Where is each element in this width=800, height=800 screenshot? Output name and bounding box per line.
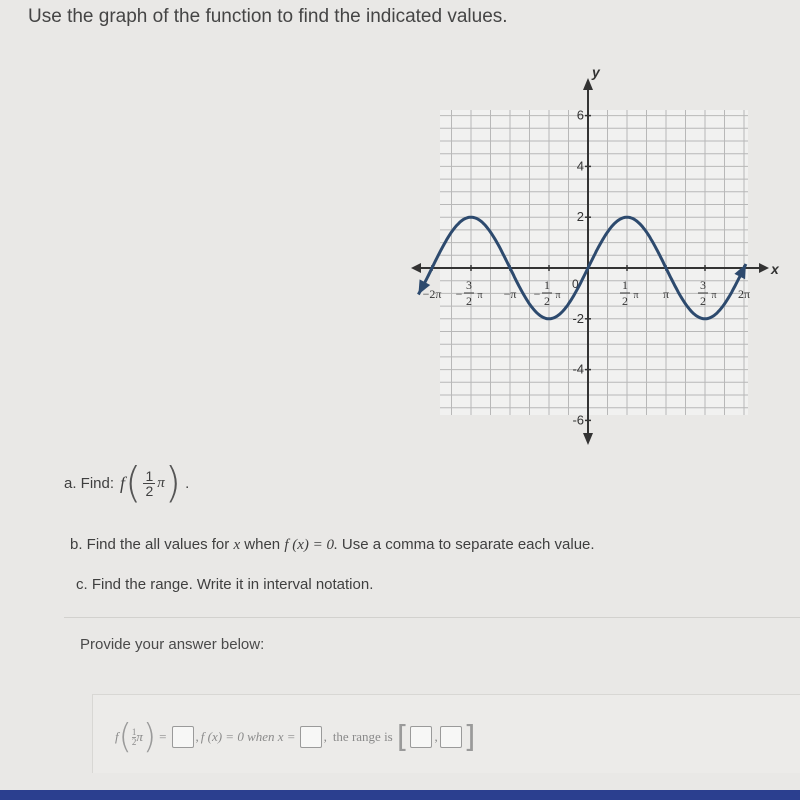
x-tick-text: − [533, 287, 541, 301]
x-tick-text: 2 [544, 294, 550, 308]
question-b-var: x [233, 537, 241, 553]
answer-equals: = [159, 729, 167, 744]
bottom-bar [0, 790, 800, 800]
answer-right-bracket: ] [463, 719, 476, 755]
x-tick-text: 3 [700, 278, 706, 292]
graph-svg [405, 60, 785, 450]
y-tick-label: 6 [576, 107, 584, 123]
question-a-suffix: . [185, 474, 190, 492]
instruction-text: Use the graph of the function to find the indicated values. [28, 6, 508, 27]
y-tick-label: -6 [572, 412, 584, 428]
x-axis-left-arrow [411, 263, 421, 273]
x-tick-text: − [455, 287, 463, 301]
answer-numerator: 1 [131, 726, 137, 737]
answer-pi: π [136, 729, 143, 744]
answer-separator-1: , [195, 729, 199, 744]
answer-row [115, 717, 475, 757]
x-tick-text: 2 [700, 294, 706, 308]
x-tick-text: π [477, 290, 483, 301]
x-tick-text: 1 [622, 278, 628, 292]
question-b-text-1: b. Find the all values for [70, 536, 230, 553]
x-tick-text: π [555, 290, 561, 301]
provide-answer-label: Provide your answer below: [80, 636, 265, 653]
x-tick-text: 2π [737, 287, 751, 301]
y-tick-label: -4 [572, 361, 584, 377]
answer-denominator: 2 [131, 736, 137, 747]
answer-left-paren: ( [118, 717, 132, 757]
x-tick-text: −π [503, 287, 517, 301]
question-a-prefix: a. Find: [64, 474, 115, 492]
x-axis-label: x [771, 261, 779, 277]
function-graph [405, 60, 785, 455]
x-tick-label [504, 287, 517, 301]
x-tick-text: 1 [544, 278, 550, 292]
question-c: c. Find the range. Write it in interval notation. [76, 576, 374, 593]
question-b-text-2: when [244, 536, 281, 553]
right-paren: ) [164, 458, 182, 507]
answer-a-input[interactable] [172, 726, 194, 748]
y-tick-label: 2 [576, 209, 584, 225]
answer-left-bracket: [ [396, 719, 409, 755]
question-a-pi: π [157, 474, 165, 491]
left-paren: ( [125, 458, 142, 507]
y-axis-label: y [592, 64, 600, 80]
y-tick-label: 4 [576, 158, 584, 174]
x-tick-text: π [662, 287, 670, 301]
answer-separator-2: , [323, 729, 327, 744]
answer-range-lower-input[interactable] [410, 726, 432, 748]
x-axis-right-arrow [759, 263, 769, 273]
x-tick-label [738, 287, 750, 301]
section-divider [64, 617, 800, 618]
question-a-denominator: 2 [145, 482, 154, 499]
question-a-fraction [143, 469, 155, 498]
answer-area [92, 694, 800, 773]
question-b-expr: f (x) = 0. [284, 537, 338, 553]
question-b [70, 536, 595, 554]
question-a-func: f [120, 472, 126, 493]
answer-b-input[interactable] [300, 726, 322, 748]
x-tick-label [663, 287, 669, 301]
x-tick-label [423, 287, 442, 301]
question-a-numerator: 1 [145, 467, 154, 484]
origin-label: 0 [572, 277, 579, 291]
x-tick-text: 3 [466, 278, 472, 292]
x-tick-text: π [711, 290, 717, 301]
answer-f-label: f [115, 729, 119, 744]
x-tick-text: π [633, 290, 639, 301]
answer-b-text: f (x) = 0 when x = [200, 729, 296, 744]
question-a [64, 458, 190, 507]
question-b-text-3: Use a comma to separate each value. [341, 536, 595, 553]
y-tick-label: -2 [572, 310, 584, 326]
y-axis-down-arrow [583, 433, 593, 445]
answer-range-comma: , [434, 729, 438, 744]
answer-range-upper-input[interactable] [440, 726, 462, 748]
answer-right-paren: ) [142, 717, 157, 757]
answer-range-text: the range is [332, 729, 393, 744]
x-tick-text: 2 [466, 294, 472, 308]
x-tick-text: −2π [422, 287, 442, 301]
x-tick-text: 2 [622, 294, 628, 308]
